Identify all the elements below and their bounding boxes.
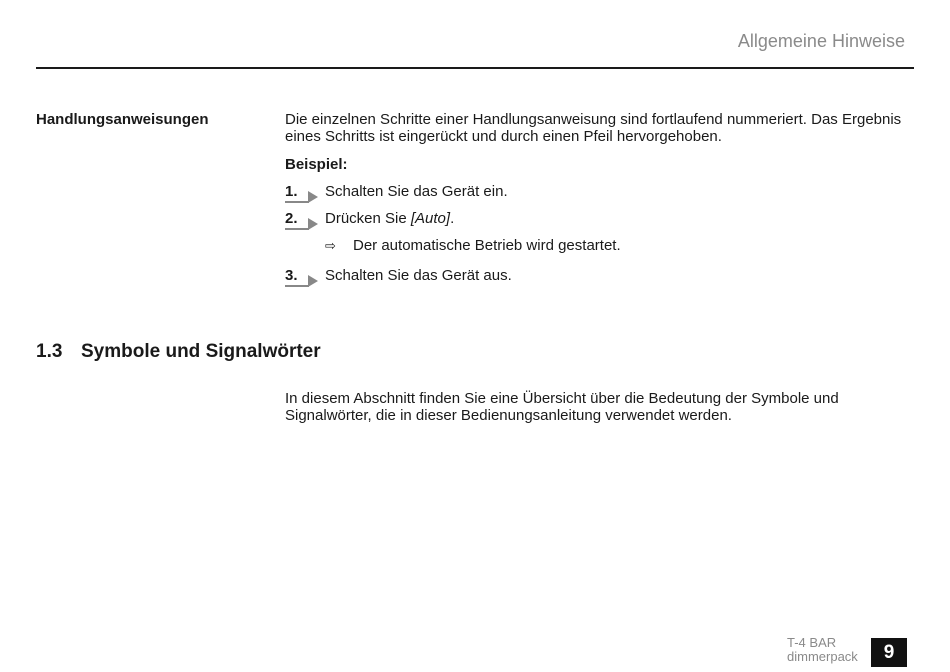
step-2 [285,210,905,232]
step-text-prefix: Drücken Sie [325,210,411,227]
header-divider [36,67,914,69]
step-text-suffix: . [450,210,455,227]
step-result [325,237,905,257]
step-number: 3. [285,267,298,284]
footer-product-line-2: dimmerpack [787,649,858,664]
step-text [325,210,454,227]
step-text: Schalten Sie das Gerät aus. [325,267,512,284]
step-3 [285,267,905,289]
step-number: 2. [285,210,298,227]
example-label: Beispiel: [285,156,348,173]
step-text: Schalten Sie das Gerät ein. [325,183,508,200]
page-number-badge: 9 [871,638,907,667]
hollow-right-arrow-icon: ⇨ [325,238,336,253]
page-header-title: Allgemeine Hinweise [737,31,905,51]
result-text: Der automatische Betrieb wird gestartet. [353,237,621,254]
footer-product-name [787,636,858,664]
step-number: 1. [285,183,298,200]
side-heading-instructions: Handlungsanweisungen [36,111,209,128]
footer-product-line-1: T-4 BAR [787,635,837,650]
section-number: 1.3 [36,341,63,362]
section-heading [36,341,321,363]
instructions-intro-paragraph: Die einzelnen Schritte einer Handlungsanweisung sind fortlaufend nummeriert. Das Ergebnis eines Schritts ist eingerückt und durch einen Pfeil hervorgehoben. [285,111,902,145]
step-1 [285,183,905,205]
section-title: Symbole und Signalwörter [81,341,321,362]
auto-key-label: [Auto] [410,210,451,227]
section-body-paragraph: In diesem Abschnitt finden Sie eine Übersicht über die Bedeutung der Symbole und Signalwörter, die in dieser Bedienungsanleitung verwendet werden. [285,390,839,424]
